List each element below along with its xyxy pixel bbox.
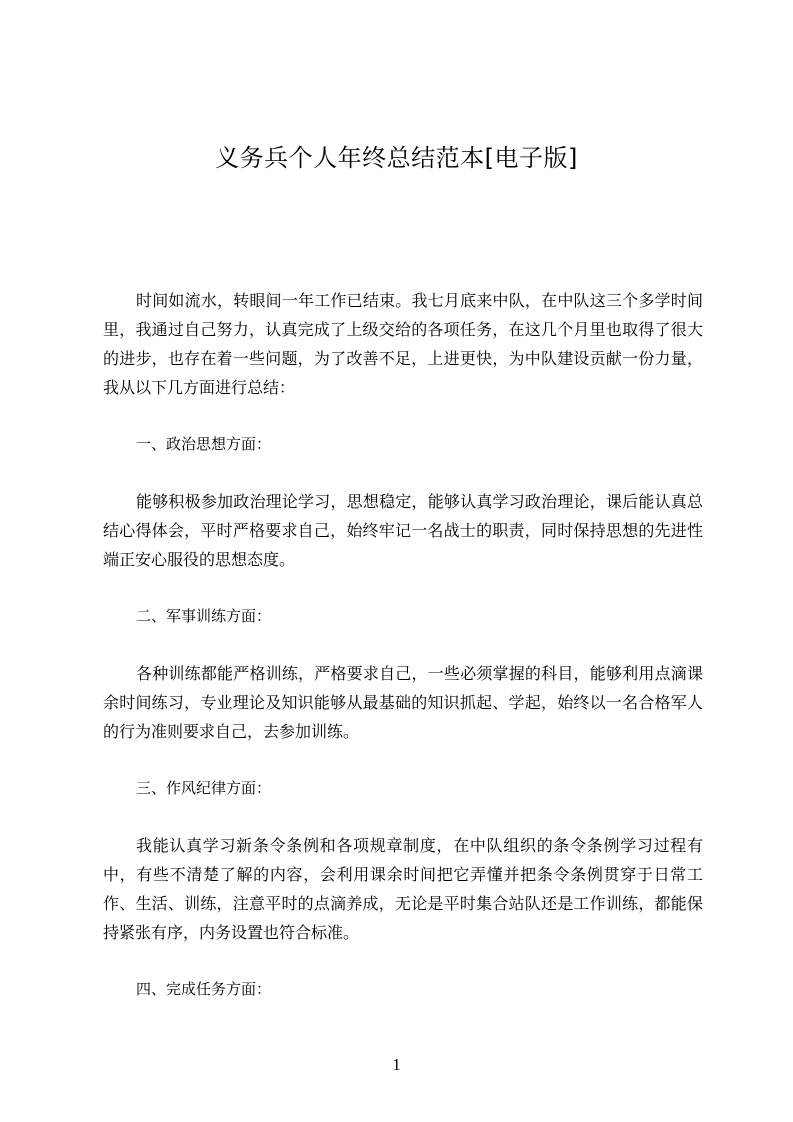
- section-heading-military-training: 二、军事训练方面：: [136, 607, 272, 625]
- page-number: 1: [392, 1055, 401, 1074]
- spacer: [103, 947, 703, 975]
- section-body-discipline: 我能认真学习新条令条例和各项规章制度，在中队组织的条令条例学习过程有中，有些不清楚了解的内容，会利用课余时间把它弄懂并把条令条例贯穿于日常工作、生活、训练，注意平时的点滴养成，无论是平时集合站队还是工作训练，都能保持紧张有序，内务设置也符合标准。: [103, 836, 703, 942]
- section-heading-tasks: 四、完成任务方面：: [136, 980, 272, 998]
- section-body-political: 能够积极参加政治理论学习，思想稳定，能够认真学习政治理论，课后能认真总结心得体会，平时严格要求自己，始终牢记一名战士的职责，同时保持思想的先进性端正安心服役的思想态度。: [103, 492, 703, 569]
- document-body: [103, 286, 703, 1004]
- section-body-military-training: 各种训练都能严格训练，严格要求自己，一些必须掌握的科目，能够利用点滴课余时间练习，专业理论及知识能够从最基础的知识抓起、学起，始终以一名合格军人的行为准则要求自己，去参加训练。: [103, 664, 703, 741]
- spacer: [103, 574, 703, 602]
- spacer: [103, 746, 703, 774]
- page-title: 义务兵个人年终总结范本[电子版]: [215, 144, 578, 172]
- spacer: [103, 803, 703, 831]
- spacer: [103, 402, 703, 430]
- intro-paragraph: 时间如流水，转眼间一年工作已结束。我七月底来中队，在中队这三个多学时间里，我通过自己努力，认真完成了上级交给的各项任务，在这几个月里也取得了很大的进步，也存在着一些问题，为了改善不足，上进更快，为中队建设贡献一份力量，我从以下几方面进行总结：: [103, 291, 703, 397]
- spacer: [103, 459, 703, 487]
- section-heading-discipline: 三、作风纪律方面：: [136, 779, 272, 797]
- spacer: [103, 631, 703, 659]
- section-heading-political: 一、政治思想方面：: [136, 435, 272, 453]
